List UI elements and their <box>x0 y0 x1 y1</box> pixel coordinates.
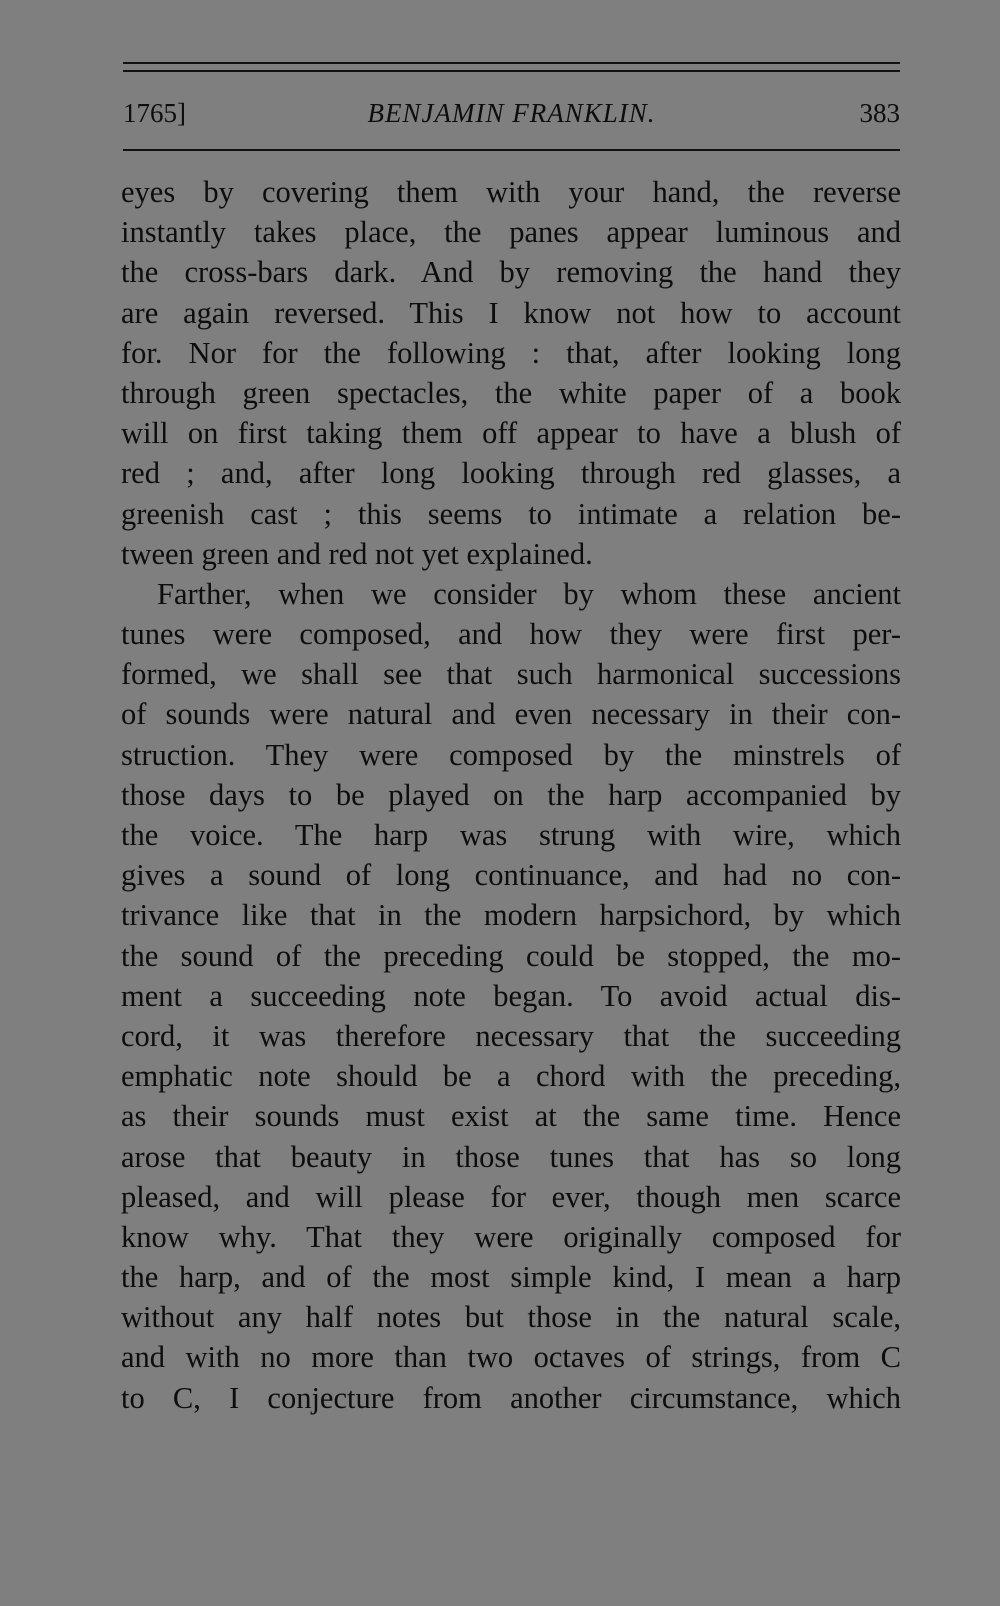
text-line: red ; and, after long looking through red glasses, a <box>121 456 901 491</box>
header-title: BENJAMIN FRANKLIN. <box>367 98 656 128</box>
page-body <box>121 172 901 1418</box>
paragraph-start-line: Farther, when we consider by whom these ancient <box>157 576 901 611</box>
header-rule <box>123 149 900 151</box>
text-line: tunes were composed, and how they were first per- <box>121 617 901 652</box>
text-line: the voice. The harp was strung with wire, which <box>121 818 901 852</box>
text-line: greenish cast ; this seems to intimate a relation be- <box>121 496 901 531</box>
header-double-rule <box>123 62 900 72</box>
text-line: of sounds were natural and even necessary in their con- <box>121 697 901 732</box>
text-line: are again reversed. This I know not how to account <box>121 295 901 330</box>
text-line: ment a succeeding note began. To avoid actual dis- <box>121 978 901 1013</box>
page-number: 383 <box>859 98 900 128</box>
running-header <box>123 92 900 132</box>
text-line: as their sounds must exist at the same time. Hence <box>121 1099 901 1134</box>
text-line: eyes by covering them with your hand, the reverse <box>121 175 901 209</box>
text-line: the sound of the preceding could be stopped, the mo- <box>121 938 901 973</box>
text-line: the cross-bars dark. And by removing the hand they <box>121 255 901 290</box>
text-line: without any half notes but those in the natural scale, <box>121 1300 901 1335</box>
text-line: struction. They were composed by the minstrels of <box>121 737 901 772</box>
text-line: and with no more than two octaves of strings, from C <box>121 1340 901 1375</box>
text-line: trivance like that in the modern harpsichord, by which <box>121 898 901 933</box>
text-line: the harp, and of the most simple kind, I mean a harp <box>121 1260 901 1295</box>
text-line: know why. That they were originally composed for <box>121 1219 901 1254</box>
text-line: through green spectacles, the white paper of a book <box>121 375 901 410</box>
text-line: gives a sound of long continuance, and had no con- <box>121 858 901 893</box>
text-line: emphatic note should be a chord with the preceding, <box>121 1059 901 1094</box>
text-line: to C, I conjecture from another circumstance, which <box>121 1380 901 1415</box>
text-line: pleased, and will please for ever, though men scarce <box>121 1179 901 1214</box>
header-year: 1765] <box>123 98 186 128</box>
text-line: tween green and red not yet explained. <box>121 536 593 571</box>
text-line: cord, it was therefore necessary that the succeeding <box>121 1018 901 1053</box>
text-line: will on first taking them off appear to have a blush of <box>121 416 901 451</box>
text-line: formed, we shall see that such harmonical successions <box>121 657 901 692</box>
text-line: for. Nor for the following : that, after looking long <box>121 335 901 370</box>
text-line: arose that beauty in those tunes that has so long <box>121 1139 901 1174</box>
text-line: instantly takes place, the panes appear luminous and <box>121 215 901 250</box>
text-line: those days to be played on the harp accompanied by <box>121 777 901 812</box>
